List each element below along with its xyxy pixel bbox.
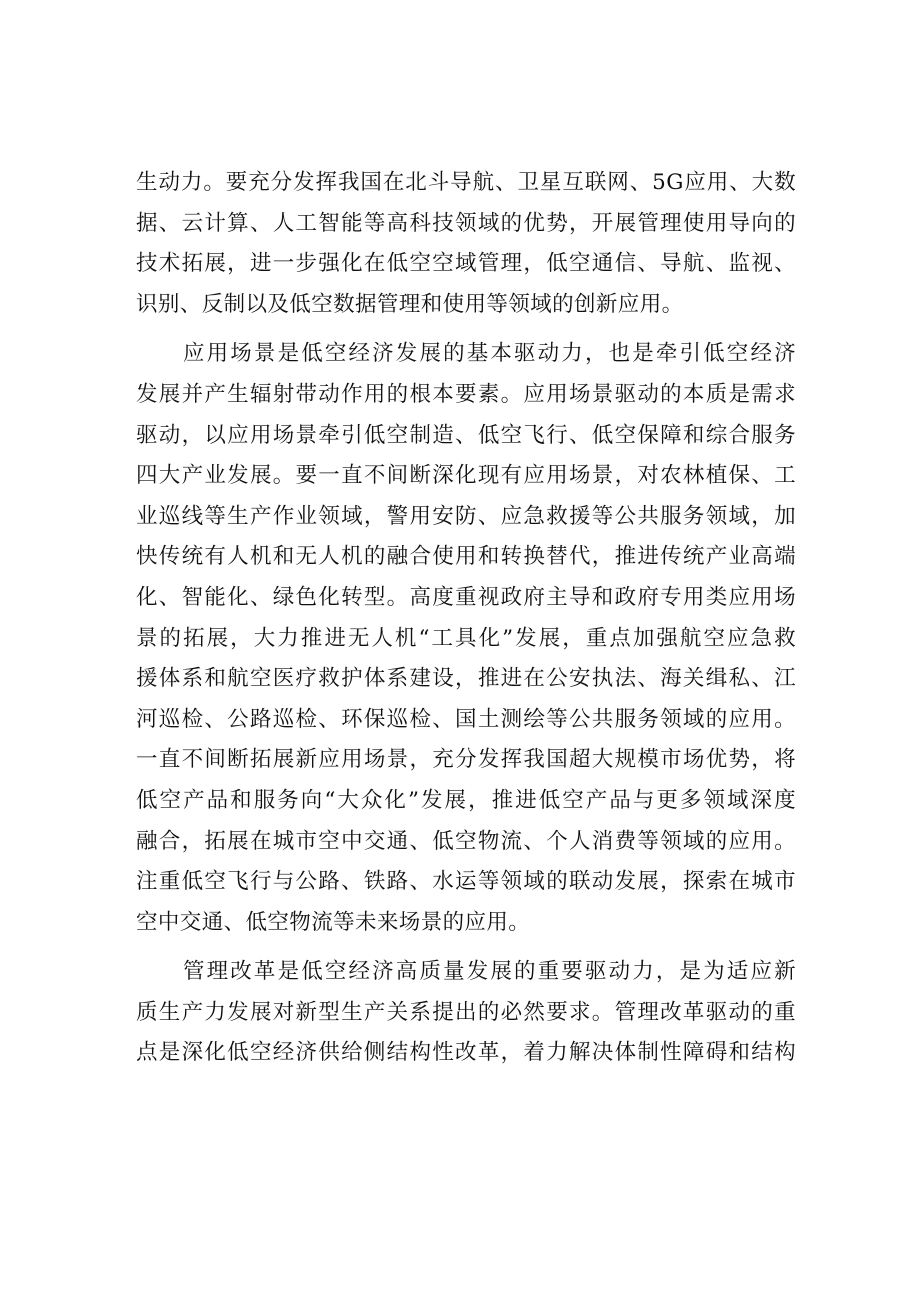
text-line: 一直不间断拓展新应用场景，充分发挥我国超大规模市场优势，将: [136, 747, 796, 773]
text-line: 融合，拓展在城市空中交通、低空物流、个人消费等领域的应用。: [136, 828, 796, 854]
document-body: [136, 163, 796, 1074]
text-line: 注重低空飞行与公路、铁路、水运等领域的联动发展，探索在城市: [136, 869, 796, 895]
text-line: 管理改革是低空经济高质量发展的重要驱动力，是为适应新: [183, 959, 796, 985]
text-line: 河巡检、公路巡检、环保巡检、国土测绘等公共服务领域的应用。: [136, 706, 796, 732]
text-line: 识别、反制以及低空数据管理和使用等领域的创新应用。: [136, 291, 684, 317]
text-line: 据、云计算、人工智能等高科技领域的优势，开展管理使用导向的: [136, 210, 796, 236]
text-line: 业巡线等生产作业领域，警用安防、应急救援等公共服务领域，加: [136, 503, 796, 529]
paragraph-1: [136, 163, 796, 325]
text-line: 低空产品和服务向“大众化”发展，推进低空产品与更多领域深度: [136, 787, 796, 813]
text-line: 四大产业发展。要一直不间断深化现有应用场景，对农林植保、工: [136, 463, 796, 489]
text-line: 点是深化低空经济供给侧结构性改革，着力解决体制性障碍和结构: [136, 1040, 796, 1066]
paragraph-2: [136, 334, 796, 943]
text-line: 驱动，以应用场景牵引低空制造、低空飞行、低空保障和综合服务: [136, 422, 796, 448]
paragraph-3: [136, 952, 796, 1074]
text-line: 应用场景是低空经济发展的基本驱动力，也是牵引低空经济: [183, 341, 796, 367]
text-line: 生动力。要充分发挥我国在北斗导航、卫星互联网、5G应用、大数: [136, 170, 796, 195]
text-line: 技术拓展，进一步强化在低空空域管理，低空通信、导航、监视、: [136, 251, 796, 277]
text-line: 化、智能化、绿色化转型。高度重视政府主导和政府专用类应用场: [136, 584, 796, 610]
text-line: 援体系和航空医疗救护体系建设，推进在公安执法、海关缉私、江: [136, 666, 796, 692]
text-line: 空中交通、低空物流等未来场景的应用。: [136, 909, 531, 935]
text-line: 景的拓展，大力推进无人机“工具化”发展，重点加强航空应急救: [136, 625, 796, 651]
text-line: 快传统有人机和无人机的融合使用和转换替代，推进传统产业高端: [136, 544, 796, 570]
text-line: 质生产力发展对新型生产关系提出的必然要求。管理改革驱动的重: [136, 999, 796, 1025]
text-line: 发展并产生辐射带动作用的根本要素。应用场景驱动的本质是需求: [136, 381, 796, 407]
